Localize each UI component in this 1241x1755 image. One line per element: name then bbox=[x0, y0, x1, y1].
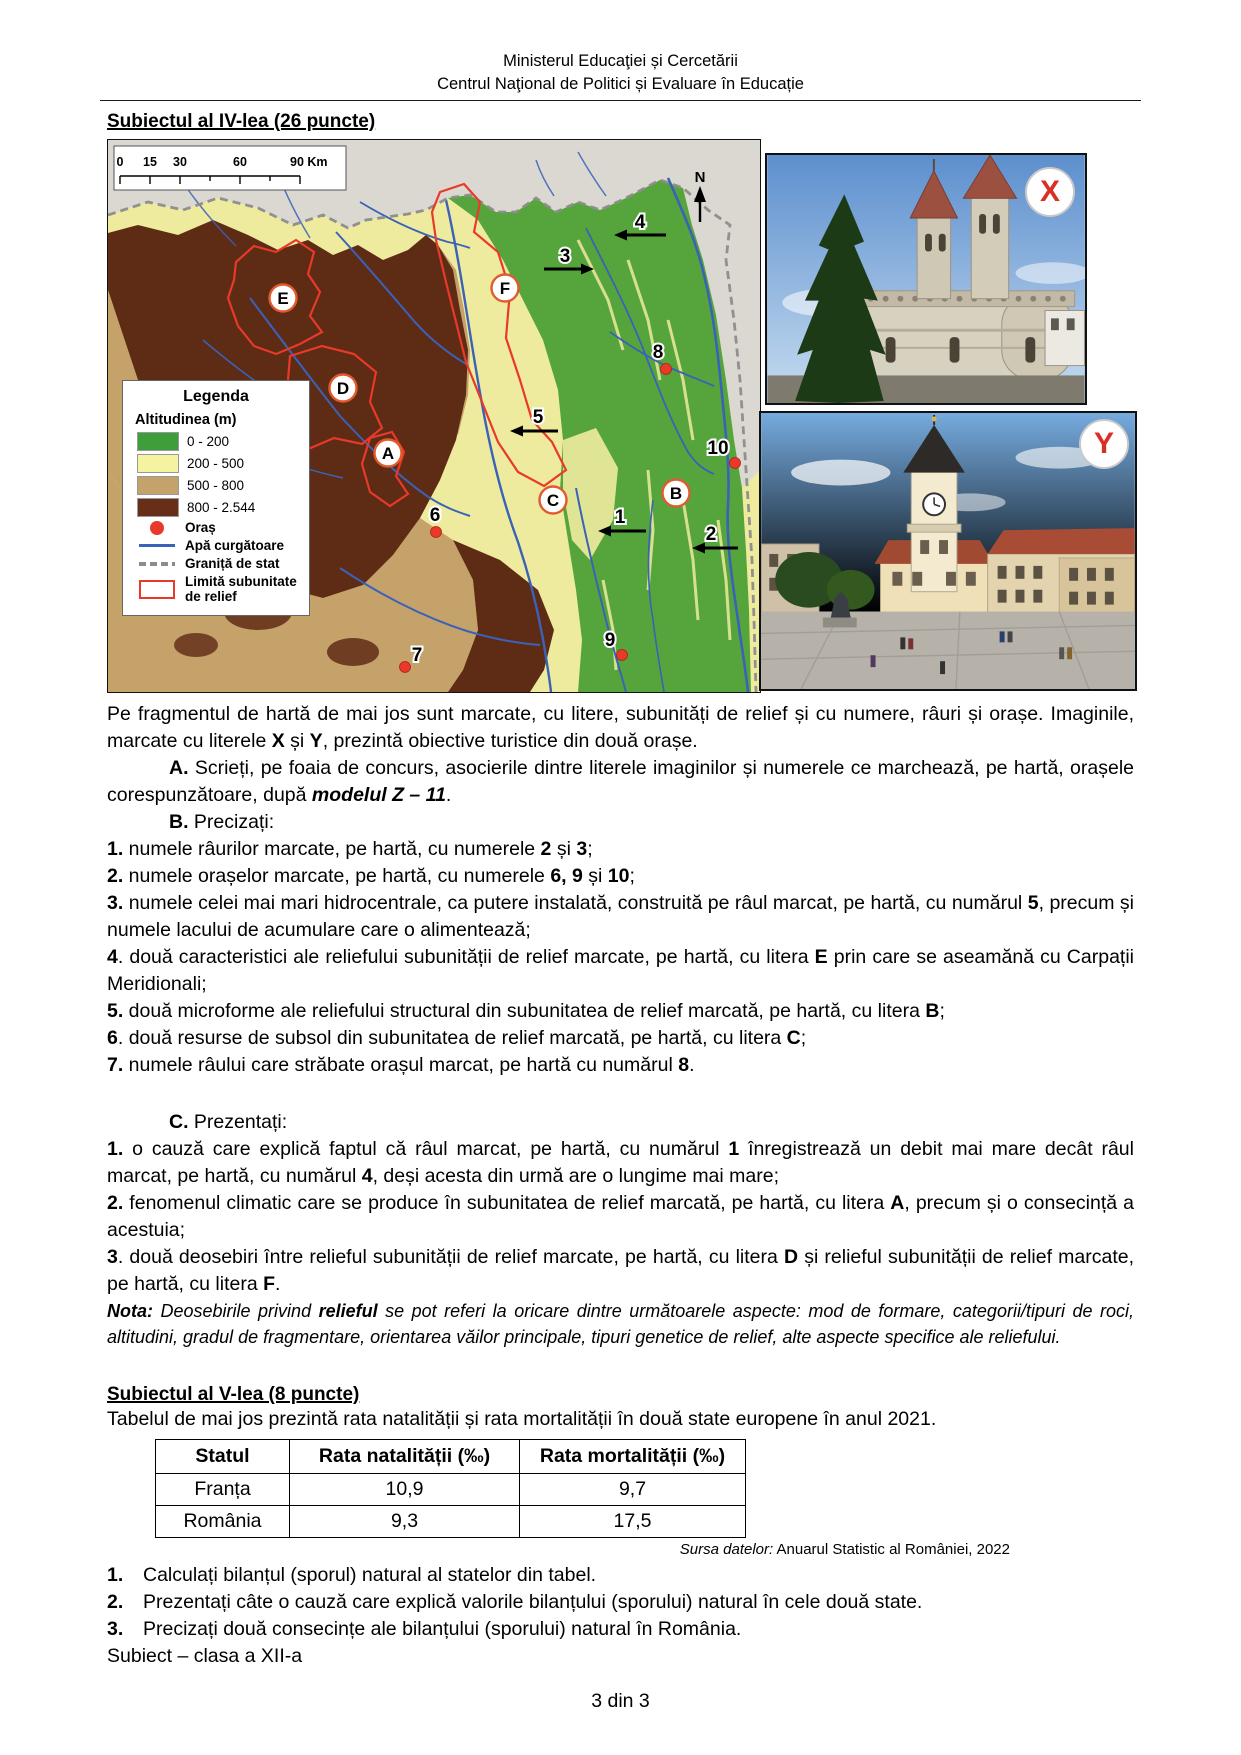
table-cell: România bbox=[156, 1506, 290, 1538]
map-number-3: 3 bbox=[559, 246, 571, 267]
text-segment: Scrieți, pe foaia de concurs, asocierile dintre literele imaginilor și numerele ce marchează, pe hartă, orașele corespunzătoare, după bbox=[107, 757, 1134, 806]
paragraph-nota bbox=[107, 1298, 1134, 1350]
text-segment: o cauză care explică faptul că râul marcat, pe hartă, cu numărul bbox=[123, 1138, 729, 1160]
legend-color-swatch bbox=[137, 498, 179, 517]
ministry-name: Ministerul Educaţiei și Cercetării bbox=[503, 52, 738, 70]
subunit-outline-icon bbox=[137, 580, 177, 599]
river-line-glyph bbox=[139, 544, 175, 547]
city-dot-icon bbox=[137, 521, 177, 535]
photo-x-letter: X bbox=[1039, 175, 1060, 208]
legend-altitude-classes bbox=[131, 432, 301, 517]
text-segment: 1. bbox=[107, 1564, 124, 1586]
paragraph-item-c3 bbox=[107, 1244, 1134, 1298]
scale-tick-label: 60 bbox=[233, 155, 247, 169]
legend-symbol-row-subunit-outline bbox=[131, 574, 301, 604]
paragraph-item-c2 bbox=[107, 1190, 1134, 1244]
text-segment: Nota: bbox=[107, 1301, 153, 1321]
text-segment: prin care se aseamănă cu Carpații Meridionali; bbox=[107, 946, 1134, 995]
map-number-10: 10 bbox=[707, 438, 729, 459]
text-segment: două microforme ale reliefului structural din subunitatea de relief marcată, pe hartă, cu litera bbox=[123, 1000, 926, 1022]
paragraph-item-b7 bbox=[107, 1052, 1134, 1079]
map-legend bbox=[122, 380, 310, 616]
map-letter-label-A: A bbox=[381, 444, 395, 463]
photo-y-square bbox=[759, 411, 1137, 691]
map-number-6: 6 bbox=[429, 505, 441, 526]
photo-y-illustration bbox=[761, 413, 1135, 689]
table-row bbox=[156, 1506, 746, 1538]
legend-label: Graniță de stat bbox=[185, 556, 280, 571]
text-segment: . bbox=[275, 1273, 281, 1295]
scale-tick-label: 15 bbox=[143, 155, 157, 169]
map-letter-label-D: D bbox=[336, 379, 350, 398]
photo-x-church bbox=[765, 153, 1087, 405]
legend-symbols bbox=[131, 520, 301, 604]
subject5-item-3 bbox=[107, 1616, 1134, 1643]
river-line-icon bbox=[137, 544, 177, 547]
text-segment: Pe fragmentul de hartă de mai jos sunt marcate, cu litere, subunități de relief și cu numere, râuri și orașe. Imaginile, marcate cu literele bbox=[107, 703, 1134, 752]
text-segment: numele orașelor marcate, pe hartă, cu numerele bbox=[123, 865, 551, 887]
subject5-item-2 bbox=[107, 1589, 1134, 1616]
text-segment: , deși acesta din urmă are o lungime mai mare; bbox=[372, 1165, 779, 1187]
text-segment: numele râului care străbate orașul marcat, pe hartă cu numărul bbox=[123, 1054, 679, 1076]
city-dot bbox=[730, 458, 741, 469]
paragraph-item-b1 bbox=[107, 836, 1134, 863]
text-segment: C. bbox=[169, 1111, 189, 1133]
text-segment: Anuarul Statistic al României, 2022 bbox=[773, 1541, 1010, 1558]
text-segment: 2 bbox=[540, 838, 552, 860]
table-header-cell: Statul bbox=[156, 1440, 290, 1474]
legend-label: 800 - 2.544 bbox=[187, 500, 256, 515]
text-segment: Calculați bilanțul (sporul) natural al statelor din tabel. bbox=[143, 1564, 597, 1586]
map-number-4: 4 bbox=[634, 212, 646, 233]
city-dot bbox=[431, 527, 442, 538]
map-figure bbox=[107, 137, 1134, 693]
map-brown-patch bbox=[174, 633, 218, 657]
text-segment: , prezintă obiective turistice din două orașe. bbox=[322, 730, 698, 752]
text-segment: 2. bbox=[107, 1591, 124, 1613]
text-segment: numele râurilor marcate, pe hartă, cu numerele bbox=[123, 838, 541, 860]
text-segment: E bbox=[814, 946, 828, 968]
text-segment: F bbox=[263, 1273, 276, 1295]
map-letter-label-C: C bbox=[546, 491, 560, 510]
text-segment: , precum și o consecință a acestuia; bbox=[107, 1192, 1134, 1241]
paragraph-item-b-head bbox=[107, 809, 1134, 836]
text-segment: . două caracteristici ale reliefului subunității de relief marcate, pe hartă, cu litera bbox=[117, 946, 815, 968]
text-segment: Prezentați: bbox=[188, 1111, 288, 1133]
legend-color-swatch bbox=[137, 476, 179, 495]
relief-map bbox=[107, 139, 761, 693]
text-segment: 3 bbox=[576, 838, 588, 860]
text-segment: Deosebirile privind bbox=[153, 1301, 319, 1321]
text-segment: numele celei mai mari hidrocentrale, ca putere instalată, construită pe râul marcat, pe hartă, cu numărul bbox=[123, 892, 1028, 914]
subject5-items bbox=[107, 1562, 1134, 1643]
state-border-icon bbox=[137, 562, 177, 566]
map-number-5: 5 bbox=[532, 407, 544, 428]
text-segment: . bbox=[689, 1054, 695, 1076]
subject4-body bbox=[107, 701, 1134, 1350]
table-header-cell: Rata natalității (‰) bbox=[290, 1440, 520, 1474]
text-segment: 8 bbox=[678, 1054, 690, 1076]
city-dot bbox=[617, 650, 628, 661]
legend-color-swatch bbox=[137, 432, 179, 451]
paragraph-item-b5 bbox=[107, 998, 1134, 1025]
map-brown-patch bbox=[327, 638, 379, 666]
text-segment: 1. bbox=[107, 1138, 124, 1160]
map-number-8: 8 bbox=[652, 342, 664, 363]
legend-altitude-row bbox=[131, 454, 301, 473]
table-cell: 10,9 bbox=[290, 1474, 520, 1506]
table-row bbox=[156, 1474, 746, 1506]
text-segment: X bbox=[271, 730, 285, 752]
paragraph-item-b6 bbox=[107, 1025, 1134, 1052]
map-letter-label-E: E bbox=[277, 289, 289, 308]
text-segment: 4 bbox=[107, 946, 118, 968]
document-body bbox=[107, 111, 1134, 1643]
photo-y-label bbox=[1079, 419, 1129, 469]
text-segment: D bbox=[783, 1246, 799, 1268]
legend-label: 200 - 500 bbox=[187, 456, 245, 471]
table-cell: Franța bbox=[156, 1474, 290, 1506]
legend-altitude-title: Altitudinea (m) bbox=[135, 412, 237, 428]
svg-text:N: N bbox=[694, 169, 706, 186]
text-segment: se pot referi la oricare dintre următoarele aspecte: mod de formare, categorii/tipuri de roci, altitudini, gradul de fragmentare, orientarea văilor principale, tipuri genetice de relief, alte aspecte specifice ale reliefului. bbox=[107, 1301, 1134, 1347]
city-dot-glyph bbox=[150, 521, 164, 535]
legend-symbol-row-river-line bbox=[131, 538, 301, 553]
text-segment: Prezentați câte o cauză care explică valorile bilanțului (sporului) natural în cele două state. bbox=[143, 1591, 923, 1613]
text-segment: . bbox=[445, 784, 452, 806]
text-segment: B bbox=[925, 1000, 940, 1022]
map-number-7: 7 bbox=[411, 645, 423, 666]
scale-tick-label: 30 bbox=[173, 155, 187, 169]
text-segment: 6, 9 bbox=[550, 865, 583, 887]
legend-label: 0 - 200 bbox=[187, 434, 230, 449]
table-header-cell: Rata mortalității (‰) bbox=[520, 1440, 746, 1474]
table-header-row bbox=[156, 1440, 746, 1474]
table-cell: 9,3 bbox=[290, 1506, 520, 1538]
table-cell: 17,5 bbox=[520, 1506, 746, 1538]
text-segment: B. bbox=[169, 811, 189, 833]
paragraph-item-b3 bbox=[107, 890, 1134, 944]
subject4-title: Subiectul al IV-lea (26 puncte) bbox=[107, 111, 376, 132]
text-segment: 2. bbox=[107, 1192, 124, 1214]
text-segment: ; bbox=[629, 865, 635, 887]
text-segment: și bbox=[582, 865, 608, 887]
text-segment: 3. bbox=[107, 892, 124, 914]
city-dot bbox=[661, 364, 672, 375]
map-number-2: 2 bbox=[705, 524, 717, 545]
text-segment: ; bbox=[587, 838, 593, 860]
map-letter-label-F: F bbox=[499, 279, 511, 298]
text-segment: Tabelul de mai jos prezintă rata natalității și rata mortalității în două state europene în anul 2021. bbox=[107, 1408, 937, 1430]
text-segment: Precizați două consecințe ale bilanțului (sporului) natural în România. bbox=[143, 1618, 742, 1640]
state-border-glyph bbox=[139, 562, 175, 566]
subject5-title: Subiectul al V-lea (8 puncte) bbox=[107, 1384, 360, 1405]
legend-label: 500 - 800 bbox=[187, 478, 245, 493]
text-segment: 5. bbox=[107, 1000, 124, 1022]
city-dot bbox=[400, 662, 411, 673]
subject5-item-1 bbox=[107, 1562, 1134, 1589]
legend-symbol-row-city-dot bbox=[131, 520, 301, 535]
paragraph-item-b4 bbox=[107, 944, 1134, 998]
photo-y-letter: Y bbox=[1093, 427, 1114, 460]
header-divider bbox=[100, 100, 1141, 101]
legend-label: Oraș bbox=[185, 520, 216, 535]
paragraph-item-c-head bbox=[107, 1109, 1134, 1136]
text-segment: A bbox=[890, 1192, 905, 1214]
natality-mortality-table bbox=[155, 1439, 746, 1538]
map-letter-label-B: B bbox=[669, 484, 683, 503]
text-segment: 7. bbox=[107, 1054, 124, 1076]
legend-altitude-row bbox=[131, 498, 301, 517]
document-header bbox=[0, 0, 1241, 96]
map-number-9: 9 bbox=[604, 630, 616, 651]
text-segment: , precum și numele lacului de acumulare care o alimentează; bbox=[107, 892, 1134, 941]
scale-tick-label: 90 Km bbox=[290, 155, 328, 169]
legend-color-swatch bbox=[137, 454, 179, 473]
scale-tick-label: 0 bbox=[116, 155, 124, 169]
subject5-intro bbox=[107, 1406, 1134, 1433]
text-segment: 5 bbox=[1027, 892, 1039, 914]
map-scale-bar bbox=[114, 146, 346, 190]
pavement bbox=[761, 612, 1134, 689]
legend-label: Apă curgătoare bbox=[185, 538, 285, 553]
text-segment: . două resurse de subsol din subunitatea de relief marcată, pe hartă, cu litera bbox=[117, 1027, 787, 1049]
data-source bbox=[107, 1541, 1010, 1558]
photo-x-label bbox=[1025, 167, 1075, 217]
text-segment: 1 bbox=[728, 1138, 740, 1160]
text-segment: C bbox=[786, 1027, 801, 1049]
text-segment: 6 bbox=[107, 1027, 118, 1049]
text-segment: ; bbox=[939, 1000, 945, 1022]
text-segment: 4 bbox=[361, 1165, 373, 1187]
paragraph-item-a bbox=[107, 755, 1134, 809]
text-segment: Y bbox=[309, 730, 323, 752]
legend-symbol-row-state-border bbox=[131, 556, 301, 571]
text-segment: A. bbox=[169, 757, 189, 779]
text-segment: modelul Z – 11 bbox=[311, 784, 446, 806]
text-segment: Sursa datelor: bbox=[679, 1541, 774, 1558]
legend-altitude-row bbox=[131, 432, 301, 451]
legend-label: Limită subunitate de relief bbox=[185, 574, 297, 604]
text-segment: relieful bbox=[318, 1301, 378, 1321]
text-segment: 3. bbox=[107, 1618, 124, 1640]
text-segment: 2. bbox=[107, 865, 124, 887]
text-segment: înregistrează un debit mai mare decât râul marcat, pe hartă, cu numărul bbox=[107, 1138, 1134, 1187]
map-number-1: 1 bbox=[614, 507, 626, 528]
center-name: Centrul Naţional de Politici și Evaluare în Educație bbox=[437, 75, 804, 93]
text-segment: și bbox=[551, 838, 577, 860]
subunit-outline-glyph bbox=[139, 580, 175, 599]
footer-class-label: Subiect – clasa a XII-a bbox=[107, 1645, 303, 1667]
text-segment: 1. bbox=[107, 838, 124, 860]
legend-title: Legenda bbox=[183, 388, 249, 405]
text-segment: . două deosebiri între relieful subunității de relief marcate, pe hartă, cu litera bbox=[117, 1246, 784, 1268]
paragraph-item-c1 bbox=[107, 1136, 1134, 1190]
page-number: 3 din 3 bbox=[591, 1690, 650, 1712]
text-segment: Precizați: bbox=[188, 811, 275, 833]
table-cell: 9,7 bbox=[520, 1474, 746, 1506]
paragraph-intro bbox=[107, 701, 1134, 755]
text-segment: 3 bbox=[107, 1246, 118, 1268]
text-segment: ; bbox=[800, 1027, 807, 1049]
legend-altitude-row bbox=[131, 476, 301, 495]
text-segment: și bbox=[284, 730, 310, 752]
text-segment: 10 bbox=[607, 865, 630, 887]
text-segment: și relieful subunității de relief marcate, pe hartă, cu litera bbox=[107, 1246, 1135, 1295]
paragraph-item-b2 bbox=[107, 863, 1134, 890]
text-segment: fenomenul climatic care se produce în subunitatea de relief marcată, pe hartă, cu litera bbox=[123, 1192, 891, 1214]
